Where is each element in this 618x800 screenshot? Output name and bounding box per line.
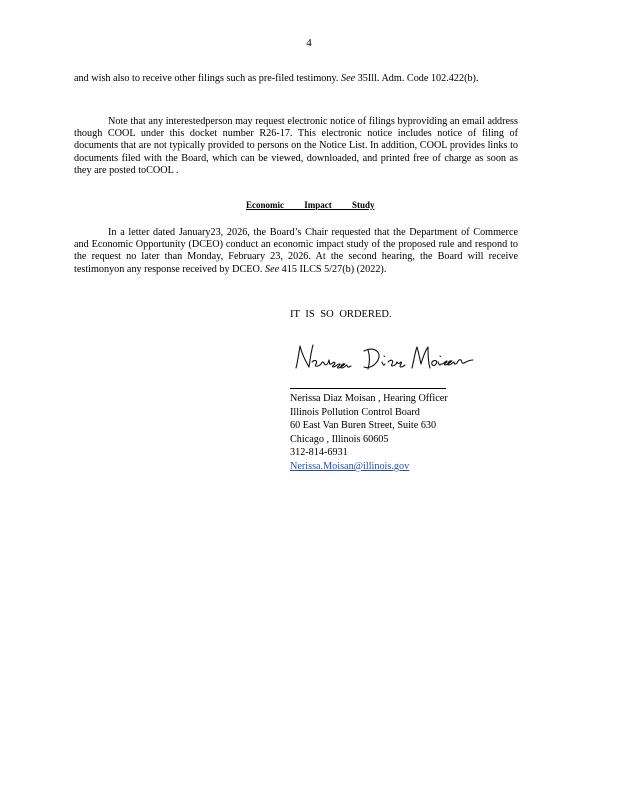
paragraph-electronic-notice — [74, 116, 518, 177]
email-link[interactable]: Nerissa.Moisan@illinois.gov — [290, 460, 410, 472]
address-city: Chicago , Illinois 60605 — [290, 433, 389, 445]
citation: 415 ILCS 5/27(b) (2022). — [279, 263, 387, 275]
citation-signal: See — [264, 263, 280, 275]
signer-name-title: Nerissa Diaz Moisan , Hearing Officer — [290, 393, 448, 404]
signature-line — [290, 388, 446, 389]
paragraph-text: In a letter dated January23, 2026, the Board’s Chair requested that the Department of Commerce and Economic Opportunity (DCEO) conduct an economic impact study of the proposed rule and respond to the request no later than Monday, February 23, 2026. At the second hearing, the Board will receive testimonyon any response received by DCEO. — [74, 227, 518, 275]
paragraph-text: Note that any interestedperson may request electronic notice of filings byproviding an email address though COOL under this docket number R26-17. This electronic notice includes notice of filing of documents that are not typically provided to persons on the Notice List. In addition, COOL provides links to documents filed with the Board, which can be viewed, downloaded, and printed free of charge as soon as they are posted toCOOL . — [74, 116, 518, 176]
paragraph-economic-impact — [74, 227, 518, 276]
section-heading: Economic Impact Study — [246, 200, 375, 210]
page-number: 4 — [306, 37, 312, 49]
address-street: 60 East Van Buren Street, Suite 630 — [290, 420, 437, 432]
paragraph-filings — [74, 73, 518, 85]
phone-number: 312-814-6931 — [290, 447, 348, 459]
citation-signal: See — [340, 73, 356, 84]
signature-block — [290, 392, 448, 474]
order-statement: IT IS SO ORDERED. — [290, 309, 392, 320]
signer-organization: Illinois Pollution Control Board — [290, 406, 420, 418]
paragraph-text: and wish also to receive other filings such as pre-filed testimony. — [74, 73, 341, 84]
citation: 35Ill. Adm. Code 102.422(b). — [355, 73, 479, 84]
handwritten-signature — [290, 340, 490, 374]
